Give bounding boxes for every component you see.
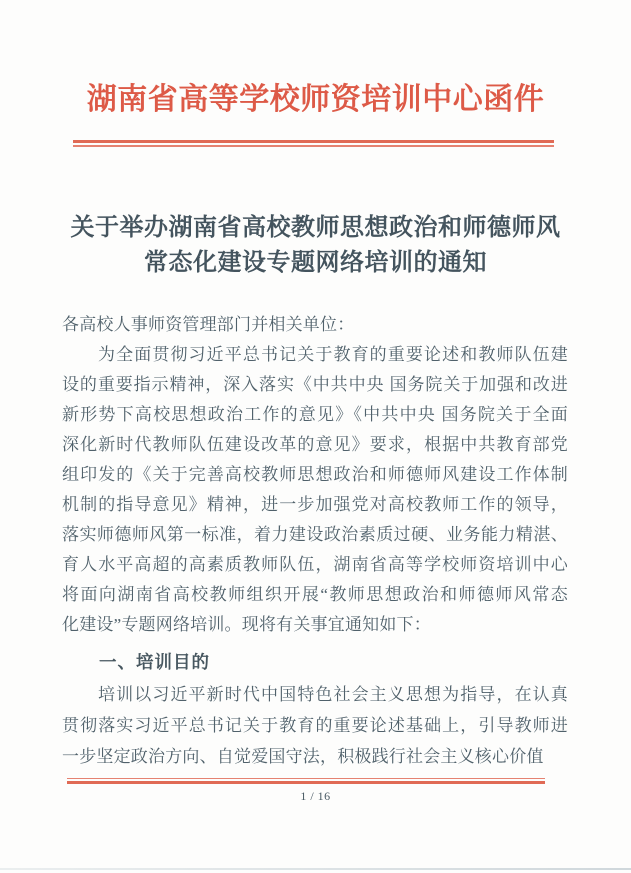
paragraph-1-line: 设的重要指示精神，深入落实《中共中央 国务院关于加强和改进 — [62, 375, 568, 394]
paragraph-1-line: 深化新时代教师队伍建设改革的意见》要求，根据中共教育部党 — [62, 435, 568, 454]
document-title-line-1: 关于举办湖南省高校教师思想政治和师德师风 — [70, 215, 561, 241]
paragraph-1-line: 组印发的《关于完善高校教师思想政治和师德师风建设工作体制 — [62, 465, 568, 484]
letterhead-title: 湖南省高等学校师资培训中心函件 — [86, 83, 545, 116]
salutation: 各高校人事师资管理部门并相关单位： — [62, 315, 355, 334]
paragraph-1 — [62, 340, 568, 640]
page-number: 1 / 16 — [300, 789, 331, 803]
paragraph-1-line: 机制的指导意见》精神，进一步加强党对高校教师工作的领导， — [62, 495, 568, 514]
paragraph-1-line: 新形势下高校思想政治工作的意见》《中共中央 国务院关于全面 — [62, 405, 568, 424]
document-title-line-2: 常态化建设专题网络培训的通知 — [144, 250, 487, 276]
paragraph-1-line: 育人水平高超的高素质教师队伍，湖南省高等学校师资培训中心 — [62, 555, 568, 574]
paragraph-2 — [62, 679, 568, 772]
letterhead-divider — [73, 140, 554, 147]
paragraph-2-line: 培训以习近平新时代中国特色社会主义思想为指导，在认真 — [98, 685, 568, 704]
section-heading-training-purpose: 一、培训目的 — [99, 652, 210, 672]
footer-divider-thin-stroke — [67, 778, 545, 779]
letterhead-divider-thin-stroke — [73, 145, 554, 147]
letterhead-divider-thick-stroke — [73, 140, 554, 143]
footer-divider — [67, 778, 545, 784]
paragraph-2-line: 一步坚定政治方向、自觉爱国守法，积极践行社会主义核心价值 — [62, 747, 544, 766]
paragraph-1-line: 化建设”专题网络培训。现将有关事宜通知如下： — [62, 615, 431, 634]
scan-edge-artifact — [0, 868, 631, 870]
paragraph-2-line: 贯彻落实习近平总书记关于教育的重要论述基础上，引导教师进 — [62, 716, 568, 735]
document-body — [62, 310, 568, 772]
paragraph-1-line: 为全面贯彻习近平总书记关于教育的重要论述和教师队伍建 — [98, 345, 568, 364]
paragraph-1-line: 落实师德师风第一标准，着力建设政治素质过硬、业务能力精湛、 — [62, 525, 568, 544]
document-title — [0, 211, 631, 281]
footer-divider-thick-stroke — [67, 781, 545, 784]
paragraph-1-line: 将面向湖南省高校教师组织开展“教师思想政治和师德师风常态 — [62, 585, 568, 604]
